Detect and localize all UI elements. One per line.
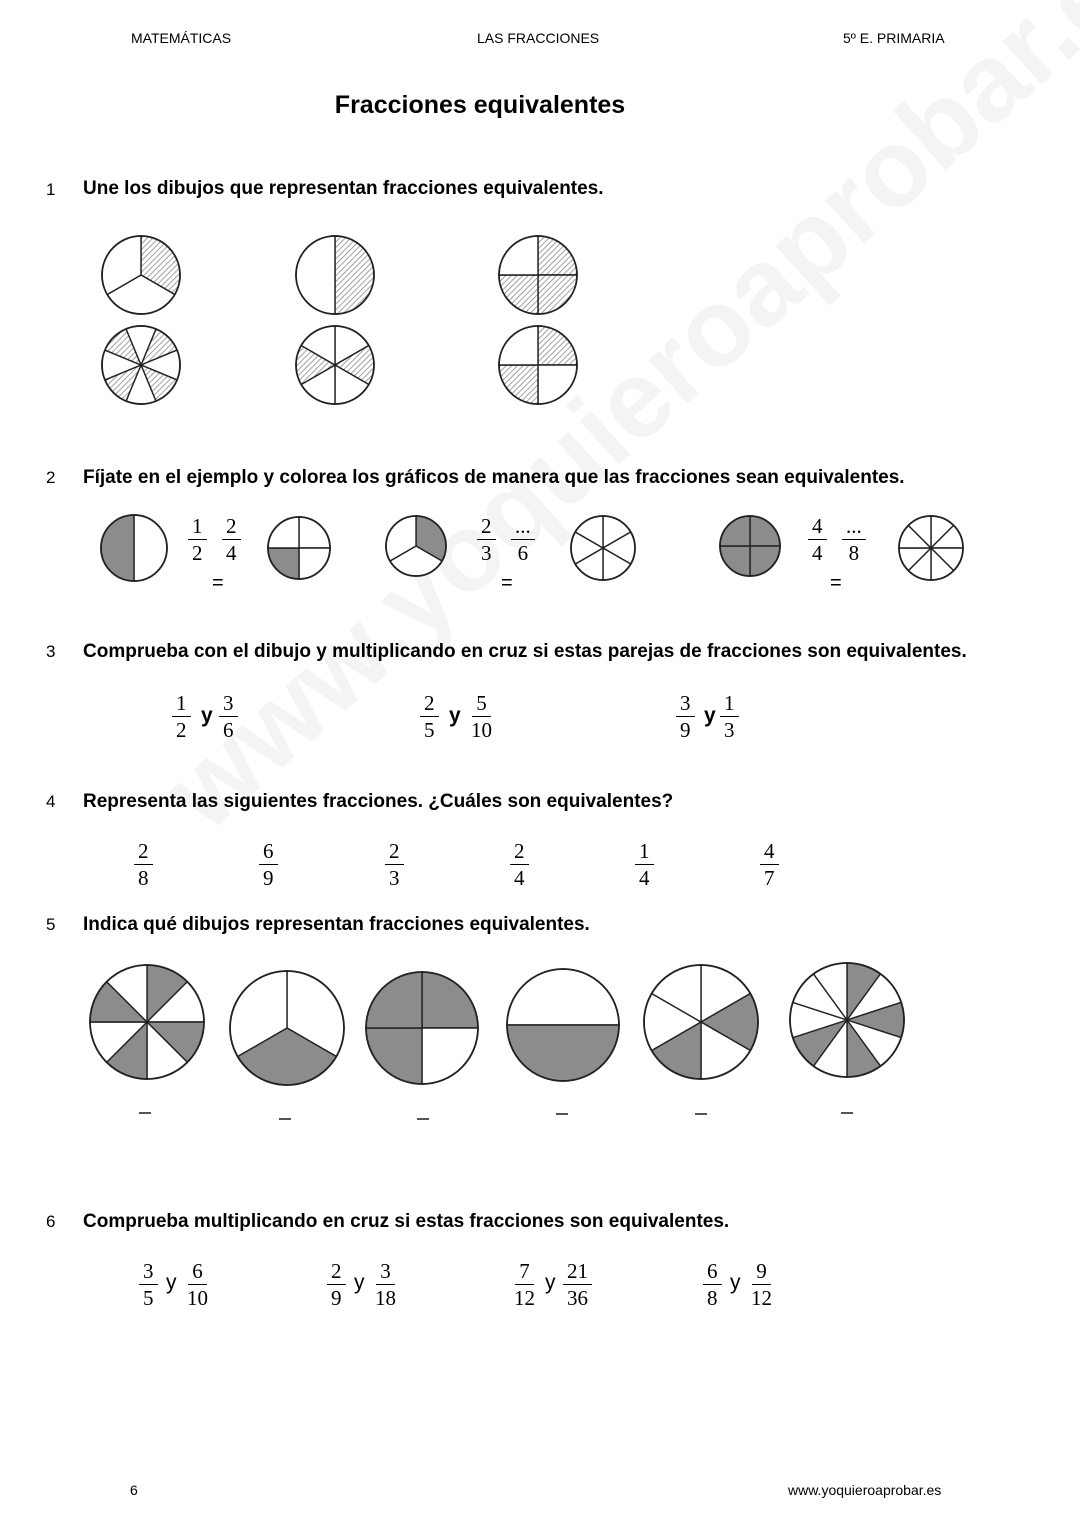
q3-fraction: $\frac{1}{2}$ xyxy=(172,690,191,743)
q5-fraction-circle xyxy=(790,963,904,1077)
page-title: Fracciones equivalentes xyxy=(334,91,626,119)
q2-number: 2 xyxy=(46,468,56,487)
q2-fraction: ... 8 xyxy=(842,513,866,566)
circle-sector xyxy=(335,236,374,314)
q5-fraction-circle xyxy=(507,969,619,1081)
circle-sector xyxy=(101,515,134,581)
q3-y-connector: y xyxy=(201,704,213,727)
q6-fraction: $\frac{6}{8}$ xyxy=(703,1258,722,1311)
circle-sector xyxy=(296,236,335,314)
q5-fraction-circle xyxy=(644,965,758,1079)
q6-y-connector: y xyxy=(166,1271,177,1294)
q5-text: Indica qué dibujos representan fracciones equivalentes. xyxy=(83,914,590,935)
q6-fraction: $\frac{21}{36}$ xyxy=(563,1258,592,1311)
header-grade: 5º E. PRIMARIA xyxy=(843,30,945,46)
q4-fraction: $\frac{4}{7}$ xyxy=(760,838,779,891)
q4-fraction: $\frac{2}{8}$ xyxy=(134,838,153,891)
q6-y-connector: y xyxy=(730,1271,741,1294)
q1-fraction-circle xyxy=(296,326,374,404)
q1-number: 1 xyxy=(46,180,56,199)
q4-number: 4 xyxy=(46,792,56,811)
q3-y-connector: y xyxy=(704,704,716,727)
q4-fraction: $\frac{6}{9}$ xyxy=(259,838,278,891)
q6-fraction: $\frac{3}{18}$ xyxy=(375,1259,396,1310)
q5-fraction-circle xyxy=(90,965,204,1079)
q2-fraction-circle xyxy=(571,516,635,580)
q2-fraction-circle xyxy=(268,517,330,579)
q6-fraction: $\frac{3}{5}$ xyxy=(139,1258,158,1311)
q1-fraction-circle xyxy=(499,236,577,314)
q2-fraction-circle xyxy=(101,515,167,581)
q2-fraction-circle xyxy=(386,516,446,576)
header-subject: MATEMÁTICAS xyxy=(131,30,232,46)
q3-fraction: $\frac{1}{3}$ xyxy=(720,690,739,743)
q3-y-connector: y xyxy=(449,704,461,727)
q6-text: Comprueba multiplicando en cruz si estas fracciones son equivalentes. xyxy=(83,1211,730,1232)
q2-text: Fíjate en el ejemplo y colorea los gráficos de manera que las fracciones sean equivalentes. xyxy=(83,467,905,488)
q6-y-connector: y xyxy=(545,1271,556,1294)
q2-fraction: $\frac{2}{4}$ xyxy=(222,513,241,566)
q6-fraction: $\frac{9}{12}$ xyxy=(751,1259,772,1310)
q3-fraction: $\frac{5}{10}$ xyxy=(471,691,492,742)
q6-number: 6 xyxy=(46,1212,56,1231)
q1-fraction-circle xyxy=(102,236,180,314)
q5-fraction-circle xyxy=(230,971,344,1085)
q2-equals: = xyxy=(212,572,224,594)
q2-fraction: ... 6 xyxy=(511,513,535,566)
circle-sector xyxy=(507,1025,619,1081)
q3-fraction: $\frac{2}{5}$ xyxy=(420,690,439,743)
q4-text: Representa las siguientes fracciones. ¿Cuáles son equivalentes? xyxy=(83,791,674,812)
header-topic: LAS FRACCIONES xyxy=(477,30,600,46)
q1-text: Une los dibujos que representan fracciones equivalentes. xyxy=(83,178,604,199)
q3-number: 3 xyxy=(46,642,56,661)
q2-fraction-circle xyxy=(899,516,963,580)
q1-fraction-circle xyxy=(296,236,374,314)
q3-fraction: $\frac{3}{6}$ xyxy=(219,690,238,743)
circle-sector xyxy=(507,969,619,1025)
footer-website: www.yoquieroaprobar.es xyxy=(788,1482,942,1498)
q4-fraction: $\frac{1}{4}$ xyxy=(635,838,654,891)
q4-fraction: $\frac{2}{4}$ xyxy=(510,838,529,891)
q2-fraction: $\frac{4}{4}$ xyxy=(808,513,827,566)
q3-text: Comprueba con el dibujo y multiplicando en cruz si estas parejas de fracciones son equivalentes. xyxy=(83,641,967,662)
q4-fraction: $\frac{2}{3}$ xyxy=(385,838,404,891)
q1-fraction-circle xyxy=(499,326,577,404)
q2-equals: = xyxy=(830,572,842,594)
q1-fraction-circle xyxy=(102,326,180,404)
q5-number: 5 xyxy=(46,915,56,934)
q6-fraction: $\frac{2}{9}$ xyxy=(327,1258,346,1311)
q6-fraction: $\frac{7}{12}$ xyxy=(514,1259,535,1310)
q2-fraction-circle xyxy=(720,516,780,576)
q6-y-connector: y xyxy=(354,1271,365,1294)
circle-sector xyxy=(134,515,167,581)
page-number: 6 xyxy=(130,1482,138,1498)
q5-fraction-circle xyxy=(366,972,478,1084)
q2-equals: = xyxy=(501,572,513,594)
q2-fraction: $\frac{1}{2}$ xyxy=(188,513,207,566)
q6-fraction: $\frac{6}{10}$ xyxy=(187,1259,208,1310)
q3-fraction: $\frac{3}{9}$ xyxy=(676,690,695,743)
q2-fraction: $\frac{2}{3}$ xyxy=(477,513,496,566)
